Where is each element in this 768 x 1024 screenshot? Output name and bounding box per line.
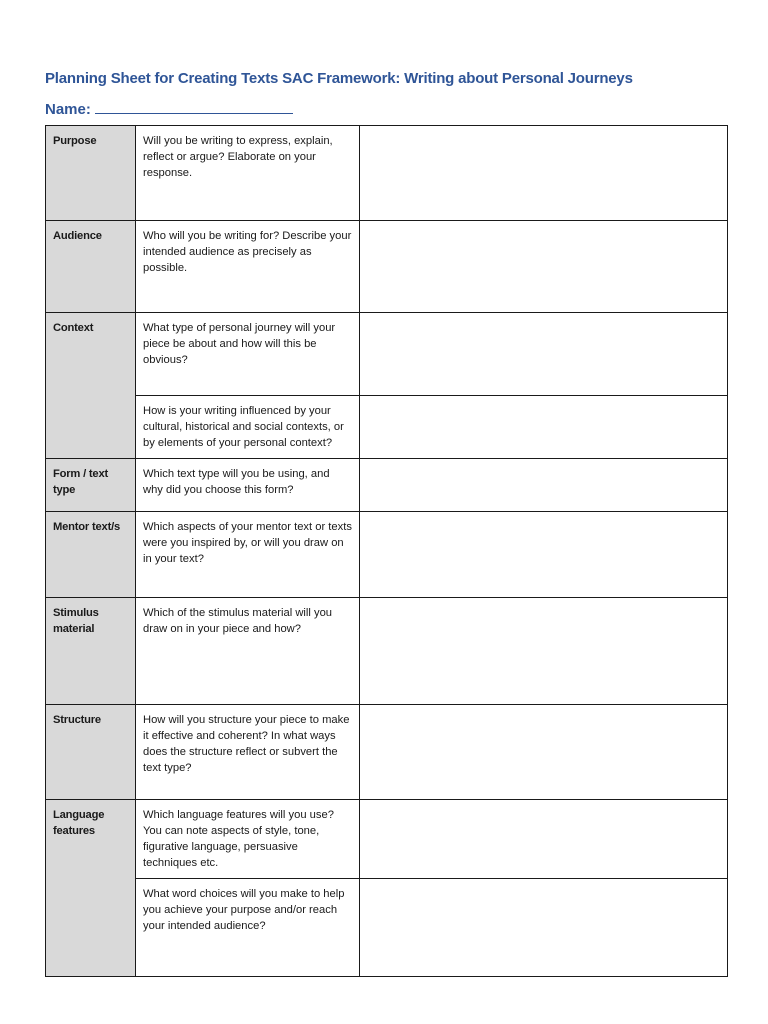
row-label-mentor: Mentor text/s (46, 512, 136, 598)
row-label-context: Context (46, 313, 136, 459)
answer-cell-language-1[interactable] (360, 800, 728, 879)
table-row-language-2 (46, 879, 728, 977)
question-audience: Who will you be writing for? Describe your intended audience as precisely as possible. (136, 221, 360, 313)
answer-cell-language-2[interactable] (360, 879, 728, 977)
row-label-structure: Structure (46, 705, 136, 800)
answer-cell-mentor[interactable] (360, 512, 728, 598)
question-language-2: What word choices will you make to help you achieve your purpose and/or reach your intended audience? (136, 879, 360, 977)
page-title: Planning Sheet for Creating Texts SAC Framework: Writing about Personal Journeys (45, 70, 633, 87)
row-label-purpose: Purpose (46, 126, 136, 221)
answer-cell-structure[interactable] (360, 705, 728, 800)
question-mentor: Which aspects of your mentor text or texts were you inspired by, or will you draw on in your text? (136, 512, 360, 598)
table-row-purpose (46, 126, 728, 221)
row-label-audience: Audience (46, 221, 136, 313)
table-row-context-1 (46, 313, 728, 396)
table-row-structure (46, 705, 728, 800)
question-purpose: Will you be writing to express, explain, reflect or argue? Elaborate on your response. (136, 126, 360, 221)
answer-cell-context-1[interactable] (360, 313, 728, 396)
table-row-mentor (46, 512, 728, 598)
question-language-1: Which language features will you use? You can note aspects of style, tone, figurative language, persuasive techniques etc. (136, 800, 360, 879)
answer-cell-form[interactable] (360, 459, 728, 512)
table-row-stimulus (46, 598, 728, 705)
question-form: Which text type will you be using, and why did you choose this form? (136, 459, 360, 512)
table-row-form (46, 459, 728, 512)
table-row-context-2 (46, 396, 728, 459)
answer-cell-audience[interactable] (360, 221, 728, 313)
question-context-1: What type of personal journey will your piece be about and how will this be obvious? (136, 313, 360, 396)
question-context-2: How is your writing influenced by your cultural, historical and social contexts, or by elements of your personal context? (136, 396, 360, 459)
planning-table (45, 125, 728, 977)
answer-cell-context-2[interactable] (360, 396, 728, 459)
row-label-stimulus: Stimulus material (46, 598, 136, 705)
question-stimulus: Which of the stimulus material will you draw on in your piece and how? (136, 598, 360, 705)
name-label: Name: (45, 101, 91, 118)
name-blank-line[interactable] (95, 98, 293, 114)
name-field-row (45, 98, 293, 118)
row-label-language: Language features (46, 800, 136, 977)
answer-cell-purpose[interactable] (360, 126, 728, 221)
question-structure: How will you structure your piece to make it effective and coherent? In what ways does the structure reflect or subvert the text type? (136, 705, 360, 800)
row-label-form: Form / text type (46, 459, 136, 512)
table-row-language-1 (46, 800, 728, 879)
answer-cell-stimulus[interactable] (360, 598, 728, 705)
table-row-audience (46, 221, 728, 313)
